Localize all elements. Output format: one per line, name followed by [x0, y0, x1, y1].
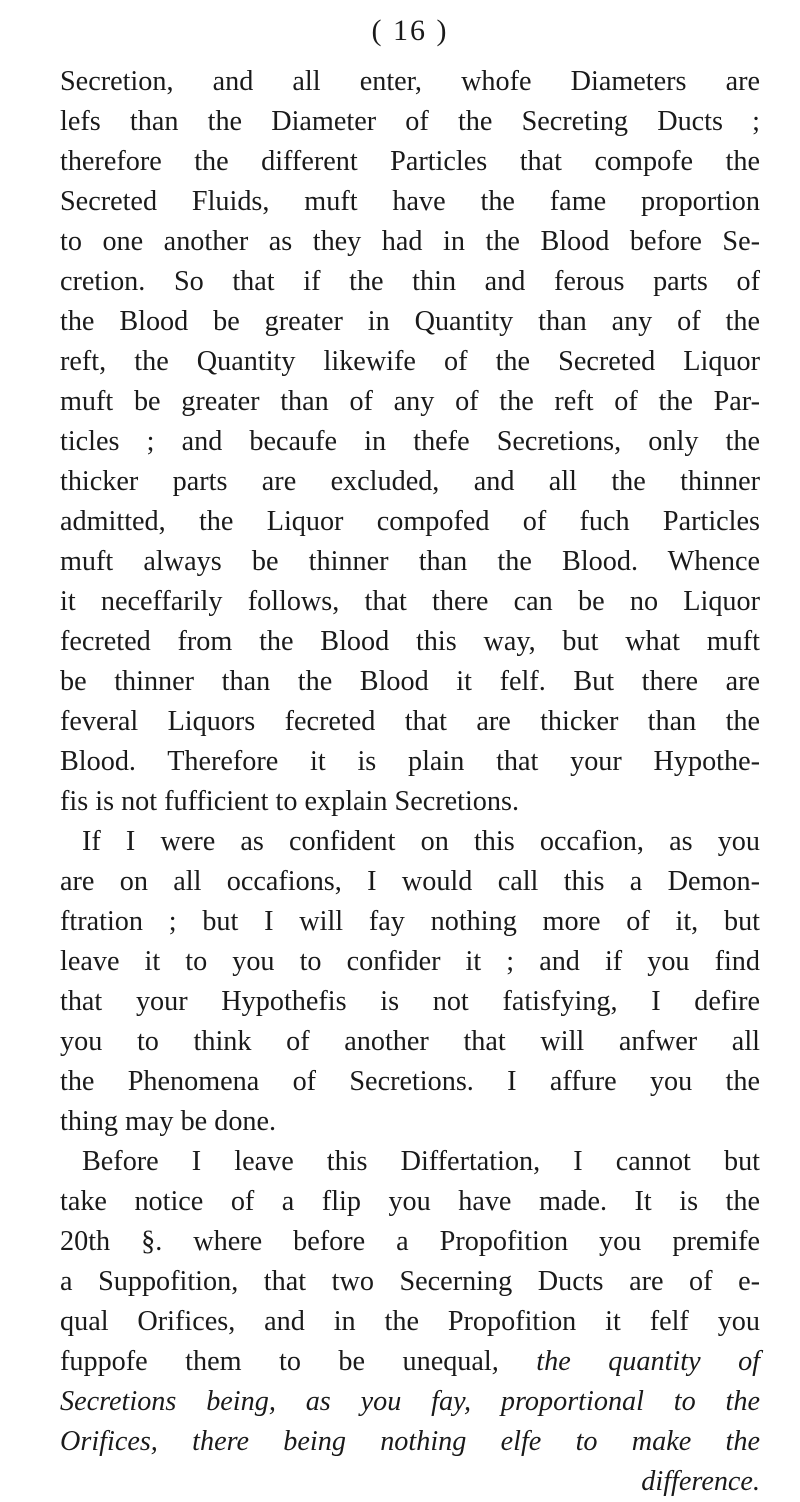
text-line: therefore the different Particles that compofe the [60, 146, 760, 177]
text-line: are on all occafions, I would call this a Demon- [60, 866, 760, 897]
text-line: lefs than the Diameter of the Secreting Ducts ; [60, 106, 760, 137]
text-line: cretion. So that if the thin and ferous parts of [60, 266, 760, 297]
text-line: 20th §. where before a Propofition you premife [60, 1226, 760, 1257]
text-line: the Blood be greater in Quantity than any of the [60, 306, 760, 337]
text-line: take notice of a flip you have made. It is the [60, 1186, 760, 1217]
text-line: it neceffarily follows, that there can be no Liquor [60, 586, 760, 617]
text-line: muft always be thinner than the Blood. Whence [60, 546, 760, 577]
text-line [60, 1342, 760, 1382]
text-line: Secretion, and all enter, whofe Diameters are [60, 66, 760, 97]
text-line: be thinner than the Blood it felf. But there are [60, 666, 760, 697]
text-line: admitted, the Liquor compofed of fuch Particles [60, 506, 760, 537]
text-line: ticles ; and becaufe in thefe Secretions, only the [60, 426, 760, 457]
text-line: thicker parts are excluded, and all the thinner [60, 466, 760, 497]
body-text [60, 62, 760, 1502]
page-number: ( 16 ) [371, 14, 449, 47]
text-line: ftration ; but I will fay nothing more of it, but [60, 906, 760, 937]
text-line: that your Hypothefis is not fatisfying, I defire [60, 986, 760, 1017]
book-page [60, 0, 760, 1497]
text-line: reft, the Quantity likewife of the Secreted Liquor [60, 346, 760, 377]
text-line: muft be greater than of any of the reft of the Par- [60, 386, 760, 417]
text-line: to one another as they had in the Blood before Se- [60, 226, 760, 257]
text-line: Before I leave this Differtation, I cannot but [82, 1146, 760, 1177]
text-line: thing may be done. [60, 1106, 277, 1137]
text-line-italic-part: , the quantity of [491, 1346, 760, 1377]
text-line: a Suppofition, that two Secerning Ducts are of e- [60, 1266, 760, 1297]
text-line: If I were as confident on this occafion, as you [82, 826, 760, 857]
text-line: the Phenomena of Secretions. I affure you the [60, 1066, 760, 1097]
text-line: fis is not fufficient to explain Secretions. [60, 786, 519, 817]
text-line-roman-part: fuppofe them to be unequal [60, 1346, 492, 1377]
text-line: qual Orifices, and in the Propofition it felf you [60, 1306, 760, 1337]
text-line: difference. [641, 1466, 760, 1497]
text-line: feveral Liquors fecreted that are thicker than the [60, 706, 760, 737]
text-line: Orifices, there being nothing elfe to make the [60, 1426, 760, 1457]
text-line: Secreted Fluids, muft have the fame proportion [60, 186, 760, 217]
text-line: you to think of another that will anfwer all [60, 1026, 760, 1057]
text-line: Blood. Therefore it is plain that your Hypothe- [60, 746, 760, 777]
text-line: leave it to you to confider it ; and if you find [60, 946, 760, 977]
text-line: Secretions being, as you fay, proportional to the [60, 1386, 760, 1417]
text-line: fecreted from the Blood this way, but what muft [60, 626, 760, 657]
